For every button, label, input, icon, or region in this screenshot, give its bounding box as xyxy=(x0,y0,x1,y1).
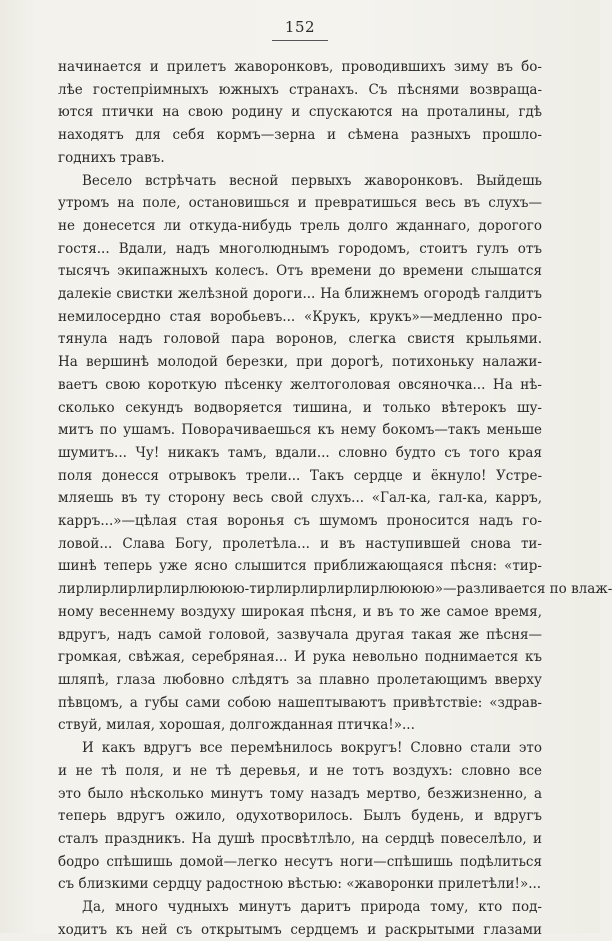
text-line: лѣе гостепріимныхъ южныхъ странахъ. Съ пѣснями возвраща- xyxy=(58,81,542,98)
text-line: сколько секундъ водворяется тишина, и только вѣтерокъ шу- xyxy=(58,399,542,416)
text-line: немилосердно стая воробьевъ... «Крукъ, крукъ»—медленно про- xyxy=(58,308,542,325)
text-line: митъ по ушамъ. Поворачиваешься къ нему бокомъ—такъ меньше xyxy=(58,422,542,439)
text-line: карръ...»—цѣлая стая воронья съ шумомъ проносится надъ го- xyxy=(58,513,542,530)
text-line: не донесется ли откуда-нибудь трель долго жданнаго, дорогого xyxy=(58,217,542,234)
text-line: Весело встрѣчать весной первыхъ жаворонковъ. Выйдешь xyxy=(82,172,542,189)
paragraph xyxy=(58,896,542,941)
paragraph xyxy=(58,170,612,738)
text-line: и не тѣ поля, и не тѣ деревья, и не тотъ воздухъ: словно все xyxy=(58,762,542,779)
header-rule xyxy=(272,40,328,41)
text-line: ваетъ свою короткую пѣсенку желтоголовая овсяночка... На нѣ- xyxy=(58,376,542,393)
paragraph xyxy=(58,737,542,896)
text-line: сталъ праздникъ. На душѣ просвѣтлѣло, на сердцѣ повеселѣло, и xyxy=(58,830,542,847)
text-line: громкая, свѣжая, серебряная... И рука невольно поднимается къ xyxy=(58,649,542,666)
text-line: поля донесся отрывокъ трели... Такъ сердце и ёкнуло! Устре- xyxy=(58,467,542,484)
text-line: гостя... Вдали, надъ многолюднымъ городомъ, стоитъ гулъ отъ xyxy=(58,240,542,257)
text-line: годнихъ травъ. xyxy=(58,149,165,166)
text-line: шинѣ теперь уже ясно слышится приближающаяся пѣсня: «тир- xyxy=(58,558,542,575)
text-line: тянула надъ головой пара воронов, слегка свистя крыльями. xyxy=(58,331,542,348)
text-line: шляпѣ, глаза любовно слѣдятъ за плавно пролетающимъ вверху xyxy=(58,671,542,688)
text-line: утромъ на поле, остановишься и превратишься весь въ слухъ— xyxy=(58,195,542,212)
text-line: бодро спѣшишь домой—легко несутъ ноги—спѣшишь подѣлиться xyxy=(58,853,542,870)
text-line: На вершинѣ молодой березки, при дорогѣ, потихоньку налажи- xyxy=(58,354,542,371)
text-line: тысячъ экипажныхъ колесъ. Отъ времени до времени слышатся xyxy=(58,263,542,280)
text-line: вдругъ, надъ самой головой, зазвучала другая такая же пѣсня— xyxy=(58,626,542,643)
text-line: ходитъ къ ней съ открытымъ сердцемъ и раскрытыми глазами xyxy=(58,921,542,938)
body-text xyxy=(58,56,612,941)
text-line: теперь вдругъ ожило, одухотворилось. Былъ будень, и вдругъ xyxy=(58,808,542,825)
text-line: ются птички на свою родину и спускаются на проталины, гдѣ xyxy=(58,104,542,121)
text-line: лирлирлирлирлирлюююю-тирлирлирлирлирлюююю»—разливается по влаж- xyxy=(58,581,612,598)
text-line: мляешь въ ту сторону весь свой слухъ... «Гал-ка, гал-ка, карръ, xyxy=(58,490,542,507)
text-line: шумитъ... Чу! никакъ тамъ, вдали... словно будто съ того края xyxy=(58,444,542,461)
paragraph xyxy=(58,56,542,170)
text-line: ному весеннему воздуху широкая пѣсня, и въ то же самое время, xyxy=(58,603,542,620)
text-line: съ близкими сердцу радостною вѣстью: «жаворонки прилетѣли!»... xyxy=(58,876,542,893)
text-line: ловой... Слава Богу, пролетѣла... и въ наступившей снова ти- xyxy=(58,535,542,552)
text-line: далекіе свистки желѣзной дороги... На ближнемъ огородѣ галдитъ xyxy=(58,286,542,303)
text-line: ствуй, милая, хорошая, долгожданная птичка!»... xyxy=(58,717,415,734)
text-line: Да, много чудныхъ минутъ даритъ природа тому, кто под- xyxy=(82,899,542,916)
page-number: 152 xyxy=(284,18,316,36)
text-line: начинается и прилетъ жаворонковъ, проводившихъ зиму въ бо- xyxy=(58,59,542,75)
text-line: находятъ для себя кормъ—зерна и сѣмена разныхъ прошло- xyxy=(58,127,542,144)
text-line: пѣвцомъ, а губы сами собою нашептываютъ привѣтствіе: «здрав- xyxy=(58,694,542,711)
text-line: это было нѣсколько минутъ тому назадъ мертво, безжизненно, а xyxy=(58,785,542,802)
text-line: И какъ вдругъ все перемѣнилось вокругъ! Словно стали это xyxy=(82,740,542,757)
